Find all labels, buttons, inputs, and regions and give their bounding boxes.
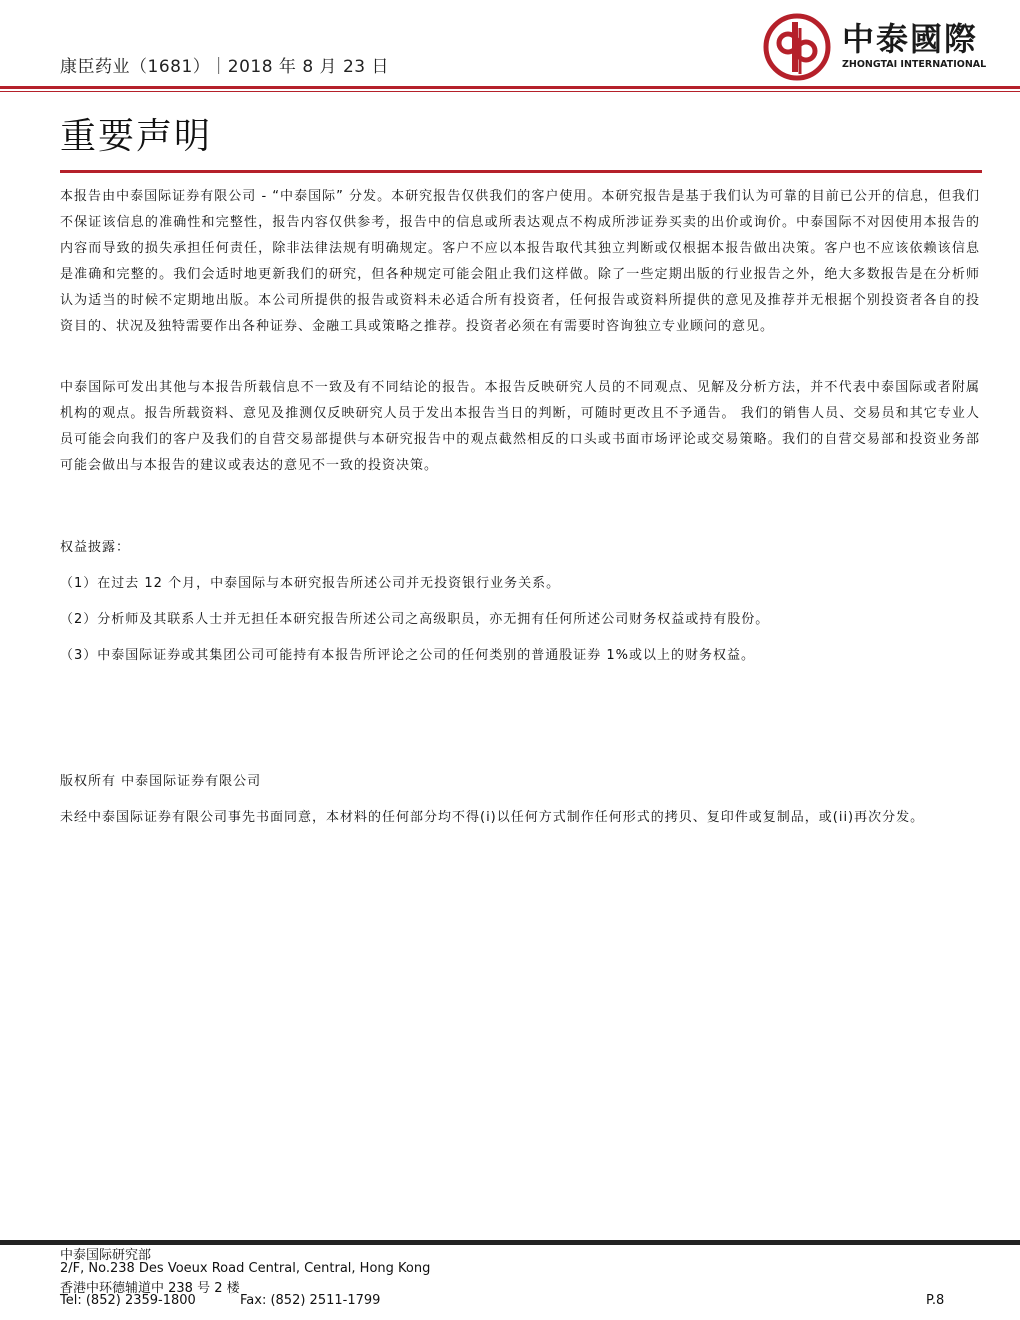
company-logo [762, 12, 992, 82]
footer-address-en: 2/F, No.238 Des Voeux Road Central, Central, Hong Kong [60, 1261, 431, 1276]
footer-divider [0, 1240, 1020, 1245]
header-divider-thin [0, 91, 1020, 92]
disclaimer-paragraph: 本报告由中泰国际证券有限公司 - “中泰国际” 分发。本研究报告仅供我们的客户使用。本研究报告是基于我们认为可靠的目前已公开的信息，但我们不保证该信息的准确性和完整性，报告内容仅供参考，报告中的信息或所表达观点不构成所涉证券买卖的出价或询价。中泰国际不对因使用本报告的内容而导致的损失承担任何责任，除非法律法规有明确规定。客户不应以本报告取代其独立判断或仅根据本报告做出决策。客户也不应该依赖该信息是准确和完整的。我们会适时地更新我们的研究，但各种规定可能会阻止我们这样做。除了一些定期出版的行业报告之外，绝大多数报告是在分析师认为适当的时候不定期地出版。本公司所提供的报告或资料未必适合所有投资者，任何报告或资料所提供的意见及推荐并无根据个别投资者各自的投资目的、状况及独特需要作出各种证券、金融工具或策略之推荐。投资者必须在有需要时咨询独立专业顾问的意见。 [60, 189, 980, 334]
footer-tel: Tel: (852) 2359-1800 [60, 1293, 196, 1308]
page-number: P.8 [926, 1293, 945, 1308]
copyright-heading: 版权所有 中泰国际证券有限公司 [60, 774, 262, 789]
logo-english-name: ZHONGTAI INTERNATIONAL [842, 59, 987, 70]
disclosure-item: （1）在过去 12 个月，中泰国际与本研究报告所述公司并无投资银行业务关系。 [60, 576, 561, 591]
disclosure-item: （2）分析师及其联系人士并无担任本研究报告所述公司之高级职员，亦无拥有任何所述公司财务权益或持有股份。 [60, 612, 770, 627]
header-divider [0, 86, 1020, 89]
report-subject-date: 康臣药业（1681）｜2018 年 8 月 23 日 [60, 57, 389, 77]
page-title: 重要声明 [60, 116, 213, 157]
zhongtai-logo-icon [762, 12, 832, 82]
logo-chinese-name: 中泰國際 [842, 20, 979, 58]
footer-fax: Fax: (852) 2511-1799 [240, 1293, 381, 1308]
disclosure-heading: 权益披露： [60, 540, 131, 555]
disclaimer-paragraph: 中泰国际可发出其他与本报告所载信息不一致及有不同结论的报告。本报告反映研究人员的不同观点、见解及分析方法，并不代表中泰国际或者附属机构的观点。报告所载资料、意见及推测仅反映研究人员于发出本报告当日的判断，可随时更改且不予通告。 我们的销售人员、交易员和其它专业人员可能会向我们的客户及我们的自营交易部提供与本研究报告中的观点截然相反的口头或书面市场评论或交易策略。我们的自营交易部和投资业务部可能会做出与本报告的建议或表达的意见不一致的投资决策。 [60, 380, 980, 473]
title-divider [60, 170, 982, 173]
disclosure-item: （3）中泰国际证券或其集团公司可能持有本报告所评论之公司的任何类别的普通股证券 1%或以上的财务权益。 [60, 648, 756, 663]
footer-department: 中泰国际研究部 [60, 1248, 152, 1263]
copyright-text: 未经中泰国际证券有限公司事先书面同意，本材料的任何部分均不得(i)以任何方式制作任何形式的拷贝、复印件或复制品，或(ii)再次分发。 [60, 810, 925, 825]
footer-address-cn: 香港中环德辅道中 238 号 2 楼 [60, 1281, 240, 1296]
